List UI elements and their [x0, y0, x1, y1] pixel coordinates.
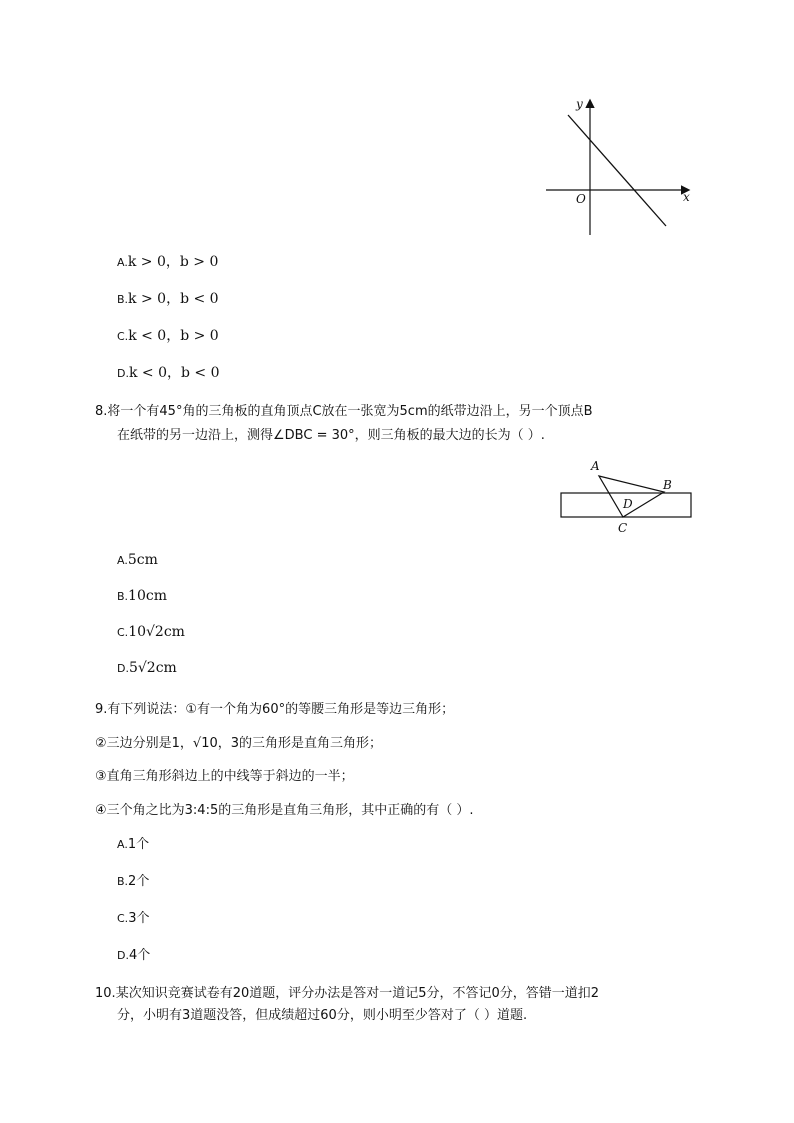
q8-option-c[interactable] [117, 624, 185, 640]
q7-option-d[interactable] [117, 362, 220, 382]
label-d: D [623, 497, 633, 511]
q9-option-c[interactable] [117, 907, 149, 926]
option-text: 4个 [128, 948, 151, 963]
option-letter: A. [117, 554, 128, 567]
q7-option-c[interactable] [117, 325, 219, 345]
origin-label: O [576, 192, 586, 206]
option-letter: C. [117, 330, 129, 343]
q9-option-d[interactable] [117, 944, 150, 963]
q7-option-a[interactable] [117, 251, 218, 271]
option-text: k > 0，b > 0 [127, 254, 219, 270]
y-axis-label: y [576, 97, 583, 111]
option-letter: D. [117, 367, 129, 380]
q8-option-a[interactable] [117, 552, 158, 568]
q7-option-b[interactable] [117, 288, 219, 308]
q10-line1 [95, 982, 599, 1001]
q8-line2: 在纸带的另一边沿上，测得∠DBC = 30°，则三角板的最大边的长为（ ）. [117, 428, 545, 443]
label-b: B [663, 478, 672, 492]
option-text: 1个 [127, 837, 150, 852]
question-number: 8. [95, 404, 108, 419]
q9-line3: ③直角三角形斜边上的中线等于斜边的一半； [95, 769, 354, 784]
option-letter: D. [117, 662, 129, 675]
q10-line2: 分，小明有3道题没答，但成绩超过60分，则小明至少答对了（ ）道题. [117, 1008, 528, 1023]
x-axis-label: x [683, 190, 690, 204]
q9-option-a[interactable] [117, 833, 149, 852]
q8-option-b[interactable] [117, 588, 167, 604]
option-letter: B. [117, 293, 129, 306]
label-a: A [591, 459, 600, 473]
option-letter: B. [117, 875, 129, 888]
option-text: 5cm [127, 552, 158, 568]
option-letter: D. [117, 949, 129, 962]
question-text: 有下列说法：①有一个角为60°的等腰三角形是等边三角形； [107, 702, 455, 717]
q8-line1 [95, 400, 593, 419]
option-letter: C. [117, 626, 129, 639]
question-number: 10. [95, 986, 116, 1001]
option-text: k < 0，b < 0 [128, 365, 220, 381]
option-letter: C. [117, 912, 129, 925]
option-letter: B. [117, 590, 129, 603]
option-text: 3个 [128, 911, 150, 926]
label-c: C [618, 521, 628, 535]
q8-option-d[interactable] [117, 660, 177, 676]
question-number: 9. [95, 702, 108, 717]
option-text: 2个 [128, 874, 150, 889]
q7-line-graph [540, 95, 700, 240]
option-letter: A. [117, 256, 128, 269]
q9-line4: ④三个角之比为3:4:5的三角形是直角三角形，其中正确的有（ ）. [95, 803, 474, 818]
option-text: 10cm [128, 588, 167, 604]
option-text: k < 0，b > 0 [128, 328, 219, 344]
option-text: 5√2cm [128, 660, 177, 676]
option-text: k > 0，b < 0 [128, 291, 219, 307]
question-text: 将一个有45°角的三角板的直角顶点C放在一张宽为5cm的纸带边沿上，另一个顶点B [107, 404, 593, 419]
option-text: 10√2cm [128, 624, 185, 640]
option-letter: A. [117, 838, 128, 851]
q9-line2: ②三边分别是1，√10，3的三角形是直角三角形； [95, 736, 383, 751]
question-text: 某次知识竞赛试卷有20道题，评分办法是答对一道记5分，不答记0分，答错一道扣2 [115, 986, 600, 1001]
q9-line1 [95, 698, 454, 717]
q8-triangle-figure [555, 456, 700, 538]
function-line [568, 115, 666, 226]
q9-option-b[interactable] [117, 870, 149, 889]
